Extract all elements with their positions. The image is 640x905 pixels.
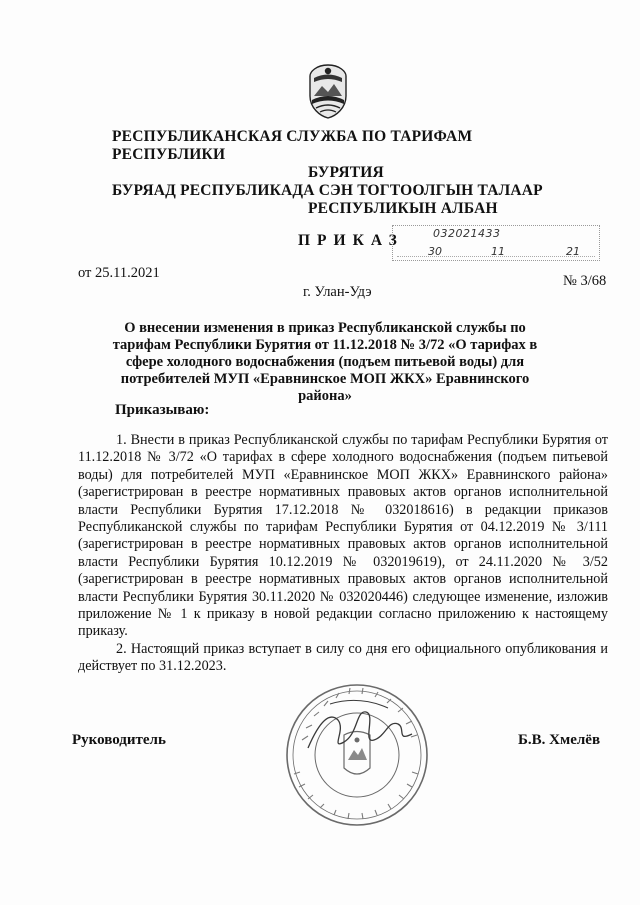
document-date: от 25.11.2021 [78, 265, 160, 281]
organization-name-bua-line1: БУРЯАД РЕСПУБЛИКАДА СЭН ТОГТООЛГЫН ТАЛААР [112, 182, 543, 199]
organization-name-bua-line2: РЕСПУБЛИКЫН АЛБАН [308, 200, 498, 217]
organization-name-ru [112, 128, 582, 182]
signer-title: Руководитель [72, 732, 166, 748]
registration-year: 21 [566, 245, 580, 258]
registration-number: 032021433 [433, 227, 501, 240]
body-paragraph-2: 2. Настоящий приказ вступает в силу со дня его официального опубликования и действует по 31.12.2023. [78, 640, 608, 675]
registration-month: 11 [491, 245, 505, 258]
organization-name-ru-line1: РЕСПУБЛИКАНСКАЯ СЛУЖБА ПО ТАРИФАМ РЕСПУБЛИКИ [112, 128, 473, 163]
document-city: г. Улан-Удэ [303, 284, 372, 300]
organization-name-ru-line2: БУРЯТИЯ [308, 164, 384, 181]
body-paragraph-1: 1. Внести в приказ Республиканской службы по тарифам Республики Бурятия от 11.12.2018 № 3/72 «О тарифах в сфере холодного водоснабжения (подъем питьевой воды) для потребителей МУП «Еравнинское МОП ЖКХ» Еравнинского района» (зарегистрирован в реестре нормативных правовых актов органов исполнительной власти Республики Бурятия 17.12.2018 № 032018616) в редакции приказов Республиканской службы по тарифам Республики Бурятия от 04.12.2019 № 3/111 (зарегистрирован в реестре нормативных правовых актов органов исполнительной власти Республики Бурятия 10.12.2019 № 032019619), от 24.11.2020 № 3/52 (зарегистрирован в реестре нормативных правовых актов органов исполнительной власти Республики Бурятия 30.11.2020 № 032020446) следующее изменение, изложив приложение № 1 к приказу в новой редакции согласно приложению к настоящему приказу. [78, 432, 608, 640]
signer-name: Б.В. Хмелёв [518, 732, 601, 748]
coat-of-arms-icon [300, 62, 356, 120]
handwritten-signature-icon [300, 690, 420, 770]
document-type-title: ПРИКАЗ [298, 232, 404, 249]
document-subject: О внесении изменения в приказ Республиканской службы по тарифам Республики Бурятия от 11.12.2018 № 3/72 «О тарифах в сфере холодного водоснабжения (подъем питьевой воды) для потребителей МУП «Еравнинское МОП ЖКХ» Еравнинского района» [112, 320, 538, 404]
document-body [78, 432, 608, 676]
registration-divider [397, 256, 595, 257]
organization-name-bua [112, 182, 582, 218]
document-number: № 3/68 [563, 273, 607, 289]
registration-day: 30 [428, 245, 442, 258]
order-word: Приказываю: [115, 402, 210, 418]
registration-stamp-box [392, 225, 600, 261]
